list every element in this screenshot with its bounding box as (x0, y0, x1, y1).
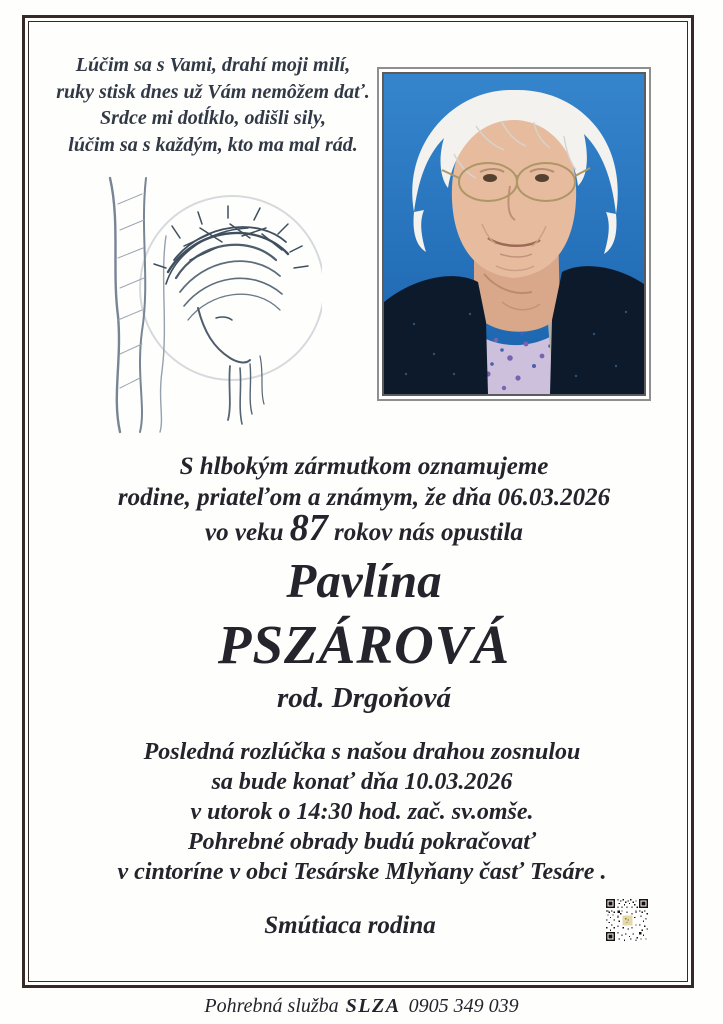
deceased-name (40, 551, 688, 717)
funeral-line: Posledná rozlúčka s našou drahou zosnulou (143, 739, 581, 765)
announcement-line: rodine, priateľom a známym, že dňa 06.03.2026 (117, 484, 611, 511)
funeral-line: Pohrebné obrady budú pokračovať (187, 829, 537, 855)
service-label: Pohrebná služba (204, 995, 339, 1017)
qr-code (606, 899, 648, 941)
age-value: 87 (289, 507, 328, 549)
funeral-details (28, 737, 696, 887)
deceased-first-name: Pavlína (286, 553, 442, 608)
poem-line: Srdce mi dotĺklo, odišli sily, (100, 107, 326, 129)
deceased-surname: PSZÁROVÁ (217, 614, 511, 675)
service-phone: 0905 349 039 (408, 995, 519, 1017)
deceased-portrait-photo (382, 72, 646, 396)
announcement-line: S hlbokým zármutkom oznamujeme (179, 453, 549, 480)
footer (0, 995, 723, 1018)
funeral-line: v utorok o 14:30 hod. zač. sv.omše. (190, 799, 534, 825)
crucifix-sketch (80, 176, 322, 434)
family-signature: Smútiaca rodina (264, 912, 436, 939)
announcement-text (40, 451, 688, 548)
funeral-line: v cintoríne v obci Tesárske Mlyňany časť Tesáre . (117, 859, 607, 885)
funeral-line: sa bude konať dňa 10.03.2026 (211, 769, 513, 795)
poem-line: ruky stisk dnes už Vám nemôžem dať. (56, 80, 370, 103)
poem-line: lúčim sa s každým, kto ma mal rád. (68, 133, 358, 156)
poem-line: Lúčim sa s Vami, drahí moji milí, (75, 54, 351, 76)
service-name: SLZA (345, 995, 401, 1017)
farewell-poem (38, 52, 388, 158)
maiden-name: rod. Drgoňová (276, 682, 451, 714)
announcement-age-line: vo veku 87 rokov nás opustila (205, 507, 523, 549)
photo-frame (377, 67, 651, 401)
